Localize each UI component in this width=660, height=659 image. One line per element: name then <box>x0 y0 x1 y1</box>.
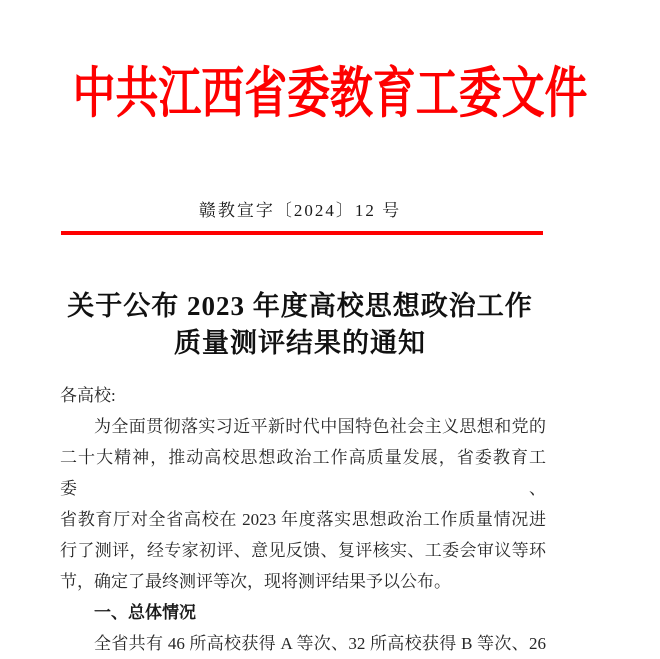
paragraph-line: 全省共有 46 所高校获得 A 等次、32 所高校获得 B 等次、26 <box>94 634 546 653</box>
document-number: 赣教宣字〔2024〕12 号 <box>198 201 402 220</box>
document-title-line2: 质量测评结果的通知 <box>174 328 426 358</box>
document-body <box>60 380 546 659</box>
paragraph-line: 节，确定了最终测评等次，现将测评结果予以公布。 <box>60 572 451 591</box>
paragraph-line: 为全面贯彻落实习近平新时代中国特色社会主义思想和党的 <box>94 417 546 436</box>
red-divider-line <box>61 231 543 235</box>
paragraph-line: 省教育厅对全省高校在 2023 年度落实思想政治工作质量情况进 <box>60 510 546 529</box>
salutation: 各高校: <box>60 386 116 405</box>
document-masthead <box>0 58 600 130</box>
masthead-title: 中共江西省委教育工委文件 <box>72 63 588 124</box>
paragraph-line: 行了测评，经专家初评、意见反馈、复评核实、工委会审议等环 <box>60 541 546 560</box>
document-title <box>0 288 600 362</box>
section-heading: 一、总体情况 <box>94 603 196 622</box>
document-title-line1: 关于公布 2023 年度高校思想政治工作 <box>67 291 533 321</box>
paragraph-line: 二十大精神，推动高校思想政治工作高质量发展，省委教育工委、 <box>60 448 546 498</box>
